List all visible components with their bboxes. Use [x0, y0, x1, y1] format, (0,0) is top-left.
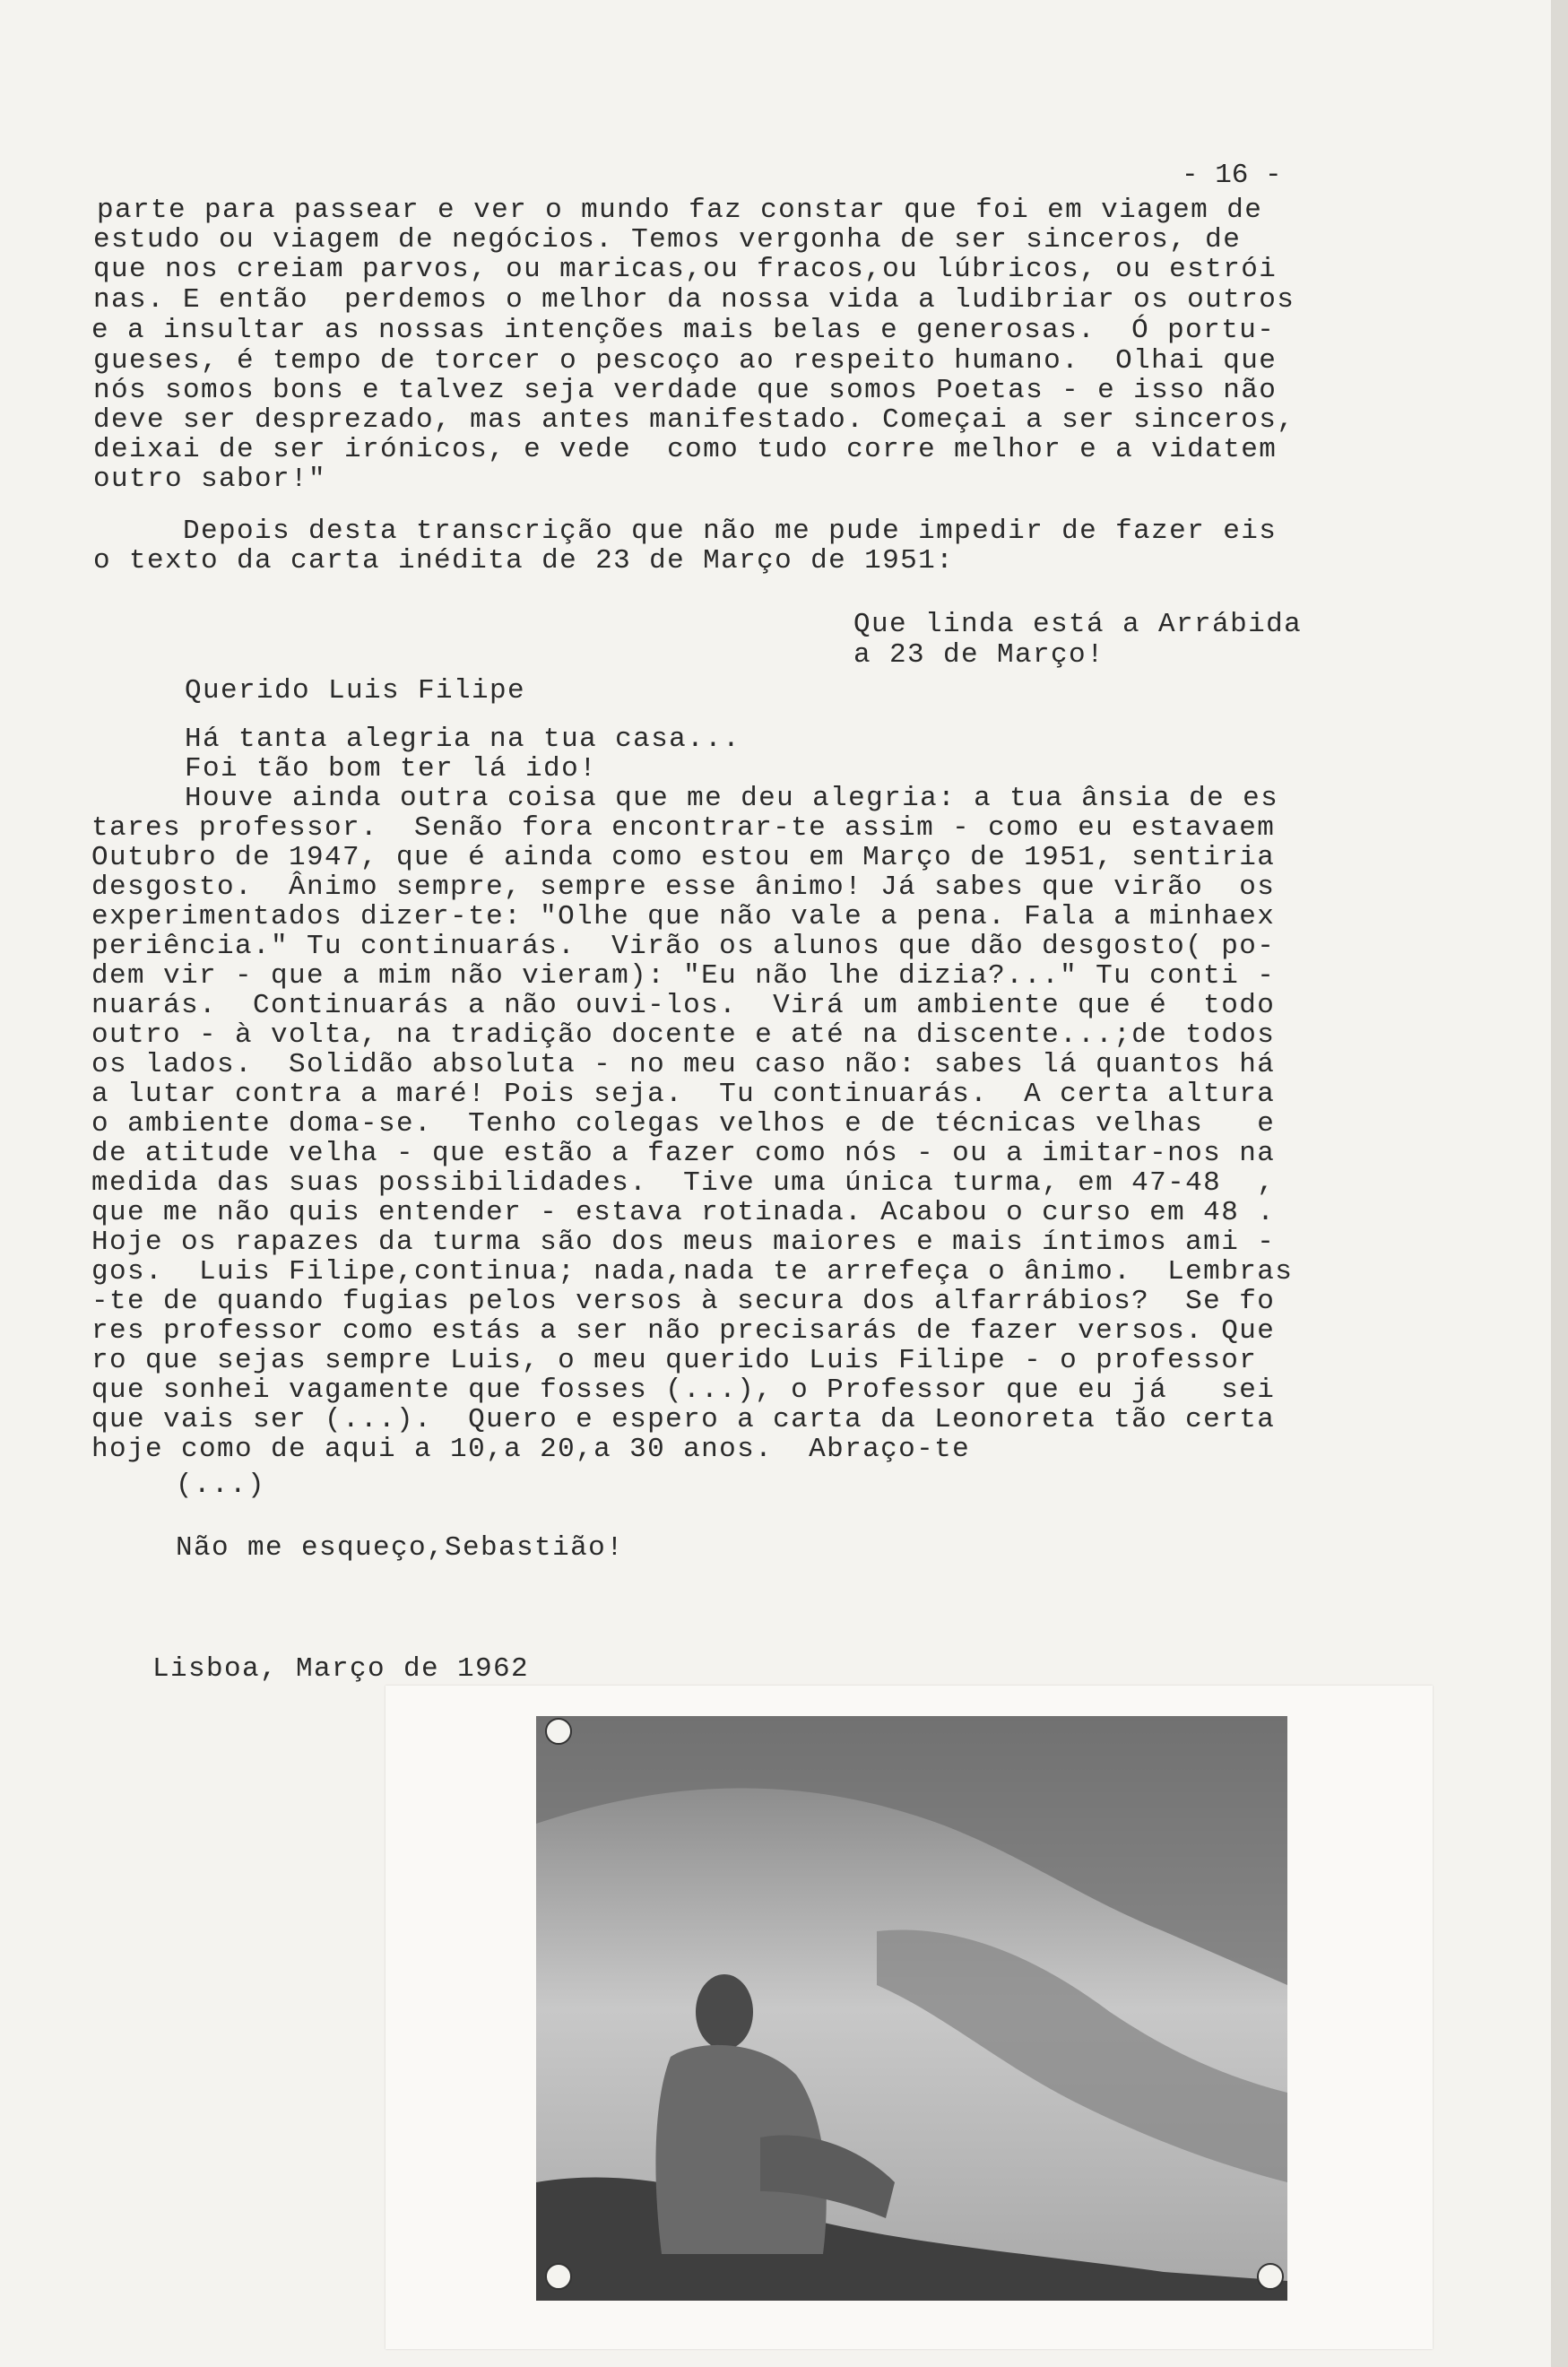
page-number: - 16 -	[1182, 160, 1282, 191]
text-line: dem vir - que a mim não vieram): "Eu não lhe dizia?..." Tu conti -	[91, 960, 1276, 992]
photo-corner-hole	[545, 1718, 572, 1745]
text-line: tares professor. Senão fora encontrar-te assim - como eu estavaem	[91, 812, 1276, 844]
text-line: deixai de ser irónicos, e vede como tudo corre melhor e a vidatem	[93, 434, 1278, 465]
text-line: Houve ainda outra coisa que me deu alegria: a tua ânsia de es	[185, 783, 1279, 814]
ellipsis: (...)	[176, 1470, 266, 1501]
text-line: os lados. Solidão absoluta - no meu caso não: sabes lá quantos há	[91, 1049, 1276, 1080]
page-edge	[1551, 0, 1568, 2367]
text-line: Depois desta transcrição que não me pude impedir de fazer eis	[93, 516, 1278, 547]
text-line: a 23 de Março!	[853, 639, 1105, 671]
text-line: parte para passear e ver o mundo faz constar que foi em viagem de	[97, 195, 1263, 226]
text-line: experimentados dizer-te: "Olhe que não vale a pena. Fala a minhaex	[91, 901, 1276, 932]
letter-salutation: Querido Luis Filipe	[185, 675, 526, 707]
text-line: gos. Luis Filipe,continua; nada,nada te arrefeça o ânimo. Lembras	[91, 1256, 1294, 1288]
photo-scene	[536, 1716, 1287, 2301]
text-line: outro sabor!"	[93, 464, 327, 495]
text-line: que nos creiam parvos, ou maricas,ou fracos,ou lúbricos, ou estrói	[93, 254, 1278, 285]
text-line: que sonhei vagamente que fosses (...), o Professor que eu já sei	[91, 1374, 1276, 1406]
text-line: hoje como de aqui a 10,a 20,a 30 anos. Abraço-te	[91, 1434, 971, 1465]
text-line: res professor como estás a ser não precisarás de fazer versos. Que	[91, 1315, 1276, 1347]
text-line: e a insultar as nossas intenções mais belas e generosas. Ó portu-	[91, 315, 1276, 346]
text-line: nas. E então perdemos o melhor da nossa vida a ludibriar os outros	[93, 284, 1295, 316]
text-line: desgosto. Ânimo sempre, sempre esse ânimo! Já sabes que virão os	[91, 871, 1276, 903]
letter-closing: Não me esqueço,Sebastião!	[176, 1532, 625, 1564]
text-line: o ambiente doma-se. Tenho colegas velhos e de técnicas velhas e	[91, 1108, 1276, 1140]
text-line: o texto da carta inédita de 23 de Março de 1951:	[93, 545, 955, 577]
text-line: que vais ser (...). Quero e espero a carta da Leonoreta tão certa	[91, 1404, 1276, 1435]
text-line: Foi tão bom ter lá ido!	[185, 753, 598, 785]
text-line: que me não quis entender - estava rotinada. Acabou o curso em 48 .	[91, 1197, 1276, 1228]
text-line: Há tanta alegria na tua casa...	[185, 724, 741, 755]
text-line: Outubro de 1947, que é ainda como estou em Março de 1951, sentiria	[91, 842, 1276, 873]
text-line: a lutar contra a maré! Pois seja. Tu continuarás. A certa altura	[91, 1079, 1276, 1110]
text-line: Hoje os rapazes da turma são dos meus maiores e mais íntimos ami -	[91, 1227, 1276, 1258]
photograph	[536, 1716, 1287, 2301]
place-date: Lisboa, Março de 1962	[152, 1653, 530, 1685]
text-line: Que linda está a Arrábida	[853, 609, 1303, 640]
text-line: ro que sejas sempre Luis, o meu querido Luis Filipe - o professor	[91, 1345, 1258, 1376]
photo-corner-hole	[545, 2263, 572, 2290]
text-line: medida das suas possibilidades. Tive uma única turma, em 47-48 ,	[91, 1167, 1276, 1199]
text-line: nuarás. Continuarás a não ouvi-los. Virá um ambiente que é todo	[91, 990, 1276, 1021]
text-line: deve ser desprezado, mas antes manifestado. Começai a ser sinceros,	[93, 404, 1295, 436]
text-line: gueses, é tempo de torcer o pescoço ao respeito humano. Olhai que	[93, 345, 1278, 377]
text-line: estudo ou viagem de negócios. Temos vergonha de ser sinceros, de	[93, 224, 1242, 256]
photo-card	[386, 1686, 1433, 2349]
photo-corner-hole	[1257, 2263, 1284, 2290]
text-line: -te de quando fugias pelos versos à secura dos alfarrábios? Se fo	[91, 1286, 1276, 1317]
text-line: de atitude velha - que estão a fazer como nós - ou a imitar-nos na	[91, 1138, 1276, 1169]
text-line: nós somos bons e talvez seja verdade que somos Poetas - e isso não	[93, 375, 1278, 406]
text-line: outro - à volta, na tradição docente e até na discente...;de todos	[91, 1019, 1276, 1051]
text-line: periência." Tu continuarás. Virão os alunos que dão desgosto( po-	[91, 931, 1276, 962]
